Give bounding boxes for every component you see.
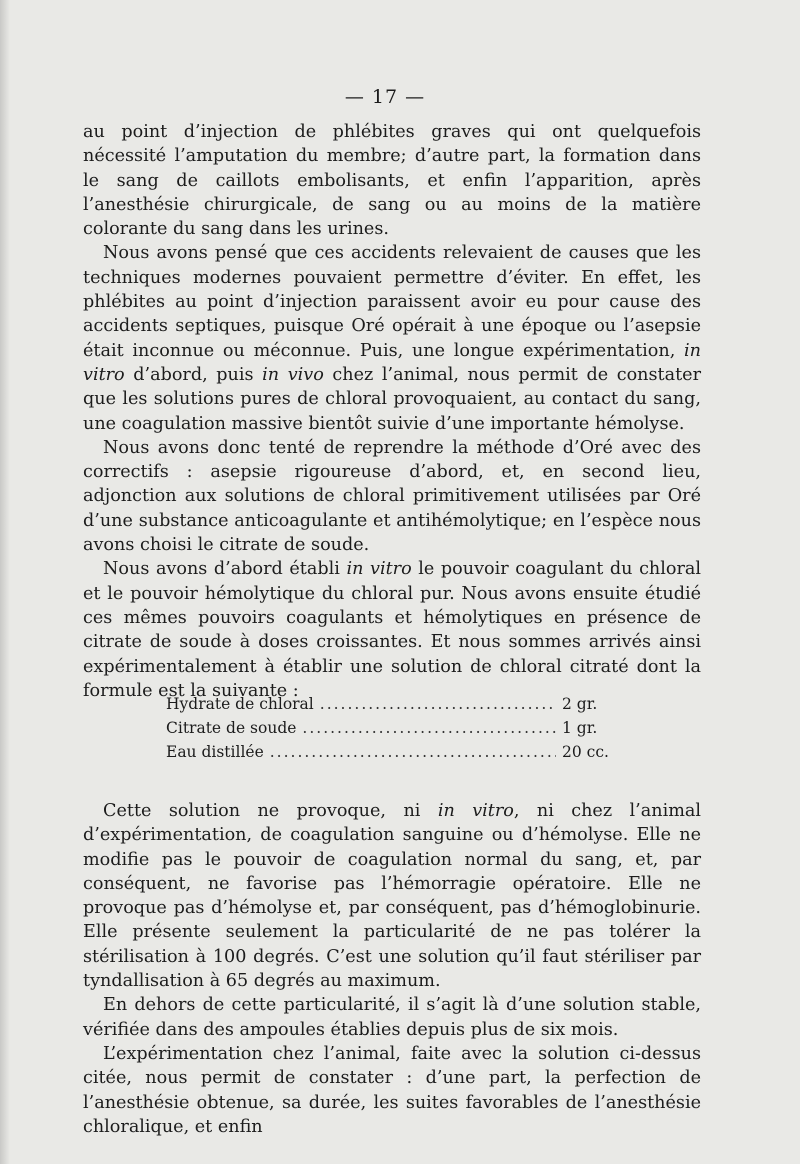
text-run: chez l’animal, nous permit de constater que les solutions pures de chloral provoquaient, au contact du sang, une coagulation massive bientôt suivie d’une importante hémolyse. bbox=[83, 364, 701, 434]
italic-text: in vitro bbox=[83, 340, 701, 385]
text-run: Nous avons d’abord établi bbox=[103, 559, 347, 580]
text-run: , ni chez l’animal d’expérimentation, de coagulation sanguine ou d’hémolyse. Elle ne modifie pas le pouvoir de coagulation normal du sang, et, par conséquent, ne favorise pas l’hémorragie opératoire. Elle ne provoque pas d’hémolyse et, par conséquent, pas d’hémoglobinurie. Elle présente seulement la particularité de ne pas tolérer la stérilisation à 100 degrés. C’est une solution qu’il faut stériliser par tyndallisation à 65 degrés au maximum. bbox=[83, 801, 701, 992]
leader-dots bbox=[302, 716, 556, 740]
italic-text: in vivo bbox=[262, 364, 324, 385]
paragraph bbox=[83, 993, 701, 1042]
text-run: L’expérimentation chez l’animal, faite avec la solution ci-dessus citée, nous permit de constater : d’une part, la perfection de l’anesthésie obtenue, sa durée, les suites favorables de l’anesthésie chloralique, et enfin bbox=[83, 1043, 701, 1137]
leader-dots bbox=[270, 740, 556, 764]
formula-ingredient: Eau distillée bbox=[166, 743, 264, 761]
paragraph bbox=[83, 799, 701, 993]
page-number: — 17 — bbox=[344, 86, 426, 108]
formula-quantity: 2 gr. bbox=[562, 695, 598, 713]
text-run: le pouvoir coagulant du chloral et le pouvoir hémolytique du chloral pur. Nous avons ensuite étudié ces mêmes pouvoirs coagulants et hémolytiques en présence de citrate de soude à doses croissantes. Et nous sommes arrivés ainsi expérimentalement à établir une solution de chloral citraté dont la formule est la suivante : bbox=[83, 559, 701, 701]
body-text-bottom bbox=[83, 799, 701, 1139]
body-text-top bbox=[83, 120, 701, 703]
formula-quantity: 20 cc. bbox=[562, 743, 609, 761]
text-run: Nous avons pensé que ces accidents relevaient de causes que les techniques modernes pouvaient permettre d’éviter. En effet, les phlébites au point d’injection paraissent avoir eu pour cause des accidents septiques, puisque Oré opérait à une époque ou l’asepsie était inconnue ou méconnue. Puis, une longue expérimentation, bbox=[83, 243, 701, 361]
text-run: Cette solution ne provoque, ni bbox=[103, 801, 438, 821]
formula-row bbox=[166, 716, 618, 740]
leader-dots bbox=[320, 692, 556, 716]
formula-row bbox=[166, 692, 618, 716]
formula-list bbox=[166, 692, 618, 764]
italic-text: in vitro bbox=[346, 559, 412, 580]
formula-quantity: 1 gr. bbox=[562, 719, 598, 737]
paragraph bbox=[83, 1042, 701, 1139]
text-run: d’abord, puis bbox=[124, 364, 263, 385]
italic-text: in vitro bbox=[437, 801, 514, 821]
formula-row bbox=[166, 740, 618, 764]
paragraph bbox=[83, 120, 701, 241]
text-run: Nous avons donc tenté de reprendre la méthode d’Oré avec des correctifs : asepsie rigoureuse d’abord, et, en second lieu, adjonction aux solutions de chloral primitivement utilisées par Oré d’une substance anticoagulante et antihémolytique; en l’espèce nous avons choisi le citrate de soude. bbox=[83, 437, 701, 556]
paragraph bbox=[83, 241, 701, 435]
paragraph bbox=[83, 557, 701, 703]
text-run: au point d’injection de phlébites graves qui ont quelquefois nécessité l’amputation du membre; d’autre part, la formation dans le sang de caillots embolisants, et enfin l’apparition, après l’anesthésie chirurgicale, de sang ou au moins de la matière colorante du sang dans les urines. bbox=[83, 122, 701, 240]
formula-ingredient: Hydrate de chloral bbox=[166, 695, 314, 713]
text-run: En dehors de cette particularité, il s’agit là d’une solution stable, vérifiée dans des ampoules établies depuis plus de six mois. bbox=[83, 995, 701, 1040]
paragraph bbox=[83, 436, 701, 557]
formula-ingredient: Citrate de soude bbox=[166, 719, 297, 737]
